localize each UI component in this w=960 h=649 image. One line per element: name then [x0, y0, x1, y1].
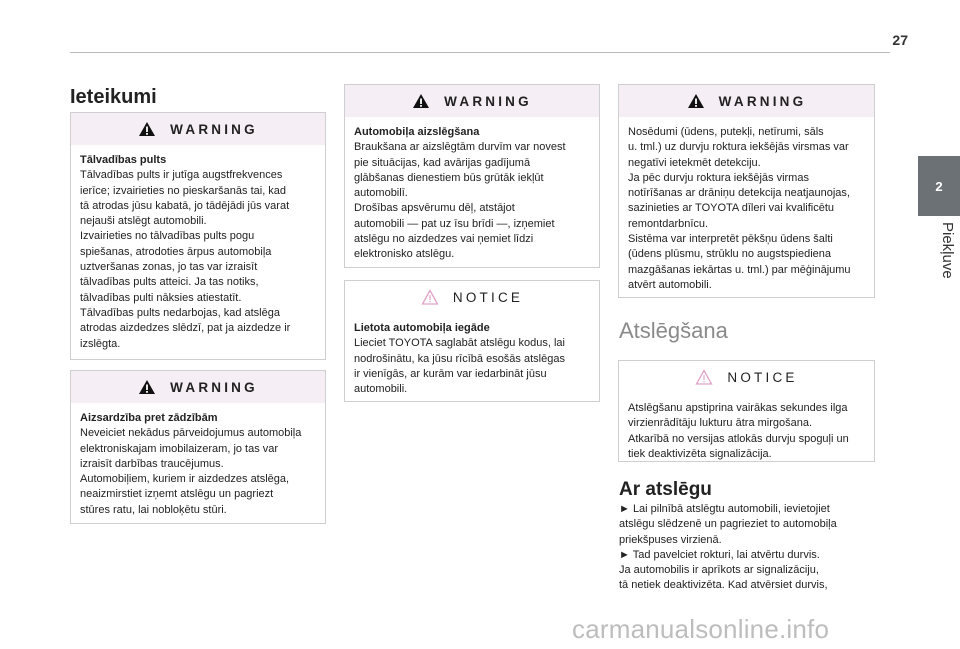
warning-title: WARNING — [718, 93, 807, 109]
warning-subtitle: Automobiļa aizslēgšana — [354, 126, 480, 138]
warning-box-theft — [70, 370, 326, 524]
notice-title: NOTICE — [727, 369, 798, 385]
ar-atslegu-text — [619, 502, 869, 594]
warning-title: WARNING — [170, 379, 258, 395]
notice-title: NOTICE — [452, 289, 524, 305]
notice-box-unlocking — [618, 360, 875, 462]
warning-box-sensor — [618, 84, 875, 298]
warning-header — [619, 85, 874, 117]
warning-icon — [687, 93, 705, 109]
warning-header — [71, 113, 325, 145]
subsection-title-ar-atslegu: Ar atslēgu — [619, 479, 712, 500]
body-line: Ja automobilis ir aprīkots ar signalizāciju, — [619, 564, 819, 577]
watermark: carmanualsonline.info — [572, 614, 830, 644]
notice-header — [619, 361, 874, 393]
header-rule — [70, 52, 890, 53]
chapter-label: Piekļuve — [939, 222, 956, 279]
notice-text: Atslēgšanu apstiprina vairākas sekundes ilga virzienrādītāju lukturu ātra mirgošana. Atkarībā no versijas atlokās durvju spoguļi un tiek deaktivizēta signalizācija. — [628, 402, 849, 460]
body-line: atslēgu slēdzenē un pagrieziet to automobiļa — [619, 518, 837, 531]
warning-subtitle: Aizsardzība pret zādzībām — [80, 412, 218, 424]
body-line: priekšpuses virzienā. — [619, 533, 722, 546]
warning-icon — [138, 379, 156, 395]
warning-title: WARNING — [170, 121, 258, 137]
notice-subtitle: Lietota automobiļa iegāde — [354, 322, 490, 334]
notice-box-used-car — [344, 280, 600, 402]
chapter-tab[interactable]: 2 — [918, 156, 960, 216]
warning-header — [71, 371, 325, 403]
warning-icon — [412, 93, 430, 109]
body-line: ► Lai pilnībā atslēgtu automobili, ievietojiet — [619, 503, 830, 515]
warning-box-locking — [344, 84, 600, 268]
warning-subtitle: Tālvadības pults — [80, 154, 167, 166]
notice-icon — [695, 369, 713, 385]
body-line: ► Tad pavelciet rokturi, lai atvērtu durvis. — [619, 548, 820, 561]
warning-box-remote — [70, 112, 326, 360]
notice-icon — [421, 289, 439, 305]
warning-header — [345, 85, 599, 117]
warning-icon — [138, 121, 156, 137]
warning-title: WARNING — [444, 93, 532, 109]
page-number: 27 — [892, 32, 908, 48]
warning-text: Nosēdumi (ūdens, putekļi, netīrumi, sāls u. tml.) uz durvju roktura iekšējās virsmas var negatīvi ietekmēt detekciju. Ja pēc durvju roktura iekšējās virmas notīrīšanas ar drāniņu detekcija neatjaunojas, sazinieties ar TOYOTA dīleri vai kvalificētu remontdarbnīcu. Sistēma var interpretēt pēkšņu ūdens šalti (ūdens plūsmu, strūklu no augstspiediena mazgāšanas iekārtas u. tml.) par mēģinājumu atvērt automobili. — [628, 126, 851, 291]
notice-header — [345, 281, 599, 313]
warning-text: Neveiciet nekādus pārveidojumus automobiļa elektroniskajam imobilaizeram, jo tas var izraisīt darbības traucējumus. Automobiļiem, kuriem ir aizdedzes atslēga, neaizmirstiet izņemt atslēgu un pagriezt stūres ratu, lai nobloķētu stūri. — [80, 427, 302, 516]
section-title-atslegsana: Atslēgšana — [619, 318, 728, 343]
section-heading-ieteikumi: Ieteikumi — [70, 86, 157, 108]
warning-text: Tālvadības pults ir jutīga augstfrekvences ierīce; izvairieties no pieskaršanās tai, kad tā atrodas jūsu kabatā, jo tādējādi jūs varat nejauši atslēgt automobili. Izvairieties no tālvadības pults pogu spiešanas, atrodoties ārpus automobiļa uztveršanas zonas, jo tas var izraisīt tālvadības pults atteici. Ja tas notiks, tālvadības pulti nāksies atiestatīt. Tālvadības pults nedarbojas, kad atslēga atrodas aizdedzes slēdzī, pat ja aizdedze ir izslēgta. — [80, 169, 291, 350]
body-line: tā netiek deaktivizēta. Kad atvērsiet durvis, — [619, 579, 828, 592]
warning-text: Braukšana ar aizslēgtām durvīm var novest pie situācijas, kad avārijas gadījumā glābšanas dienestiem būs grūtāk iekļūt automobilī. Drošības apsvērumu dēļ, atstājot automobili — pat uz īsu brīdi —, izņemiet atslēgu no aizdedzes vai ņemiet līdzi elektronisko atslēgu. — [354, 141, 566, 261]
notice-text: Lieciet TOYOTA saglabāt atslēgu kodus, lai nodrošinātu, ka jūsu rīcībā esošās atslēgas ir vienīgās, ar kurām var iedarbināt jūsu automobili. — [354, 337, 565, 396]
